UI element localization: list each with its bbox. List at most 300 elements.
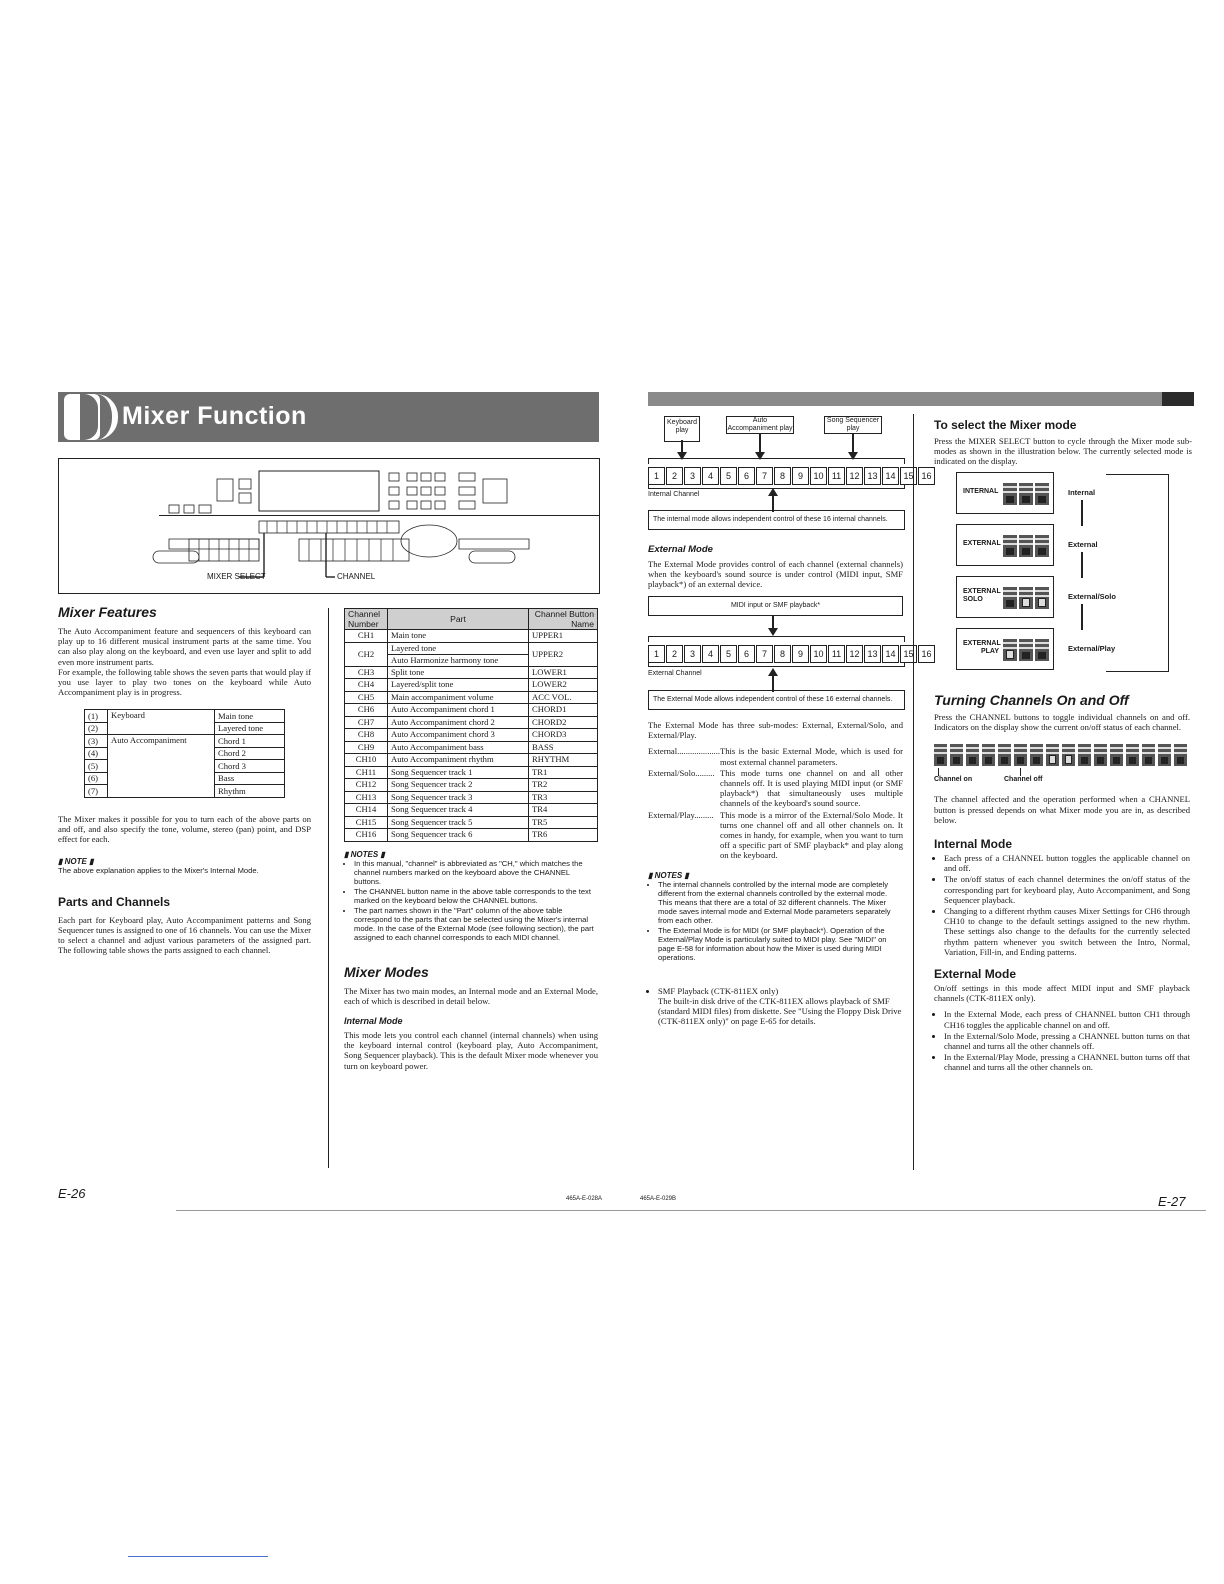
smf-note-item [658, 986, 903, 1027]
channel-number-header: Channel Number [345, 609, 388, 630]
channel-number-box: 14 [882, 645, 899, 663]
mode-display-box [956, 576, 1054, 618]
note-text: The above explanation applies to the Mixer's Internal Mode. [58, 865, 259, 875]
part-name: Layered tone [215, 722, 285, 735]
part-name: Bass [215, 772, 285, 785]
channel-part [388, 829, 529, 842]
channel-button-name: LOWER1 [529, 666, 598, 679]
channel-indicator-icon [982, 744, 995, 766]
select-mode-section [934, 418, 1192, 467]
part-name: Chord 3 [215, 760, 285, 773]
channel-part [388, 729, 529, 742]
channel-part [388, 704, 529, 717]
channel-table-row [345, 816, 598, 829]
channel-part [388, 779, 529, 792]
select-mode-text: Press the MIXER SELECT button to cycle through the Mixer mode sub-modes as shown in the illustration below. The currently selected mode is indicated on the display. [934, 436, 1192, 467]
part-number: (3) [85, 735, 108, 748]
channel-indicator-icon [1142, 744, 1155, 766]
channel-part-text: Auto Accompaniment chord 2 [391, 716, 495, 727]
channel-part-text: Main tone [391, 630, 427, 641]
mixer-features-section [58, 604, 311, 955]
channel-number-box: 11 [828, 645, 845, 663]
ext-bracket-top [648, 636, 905, 642]
channel-indicator-icon [1158, 744, 1171, 766]
keyboard-panel-illustration [58, 458, 600, 594]
external-channel-row [648, 644, 936, 663]
channel-part-text: Auto Accompaniment chord 1 [391, 704, 495, 715]
channel-part-text: Auto Accompaniment chord 3 [391, 729, 495, 740]
segment-indicator-icon [1019, 587, 1033, 609]
channel-number-box: 2 [666, 467, 683, 485]
keyboard-panel-drawing [59, 459, 599, 593]
submode-term-dots: ......... [695, 767, 715, 778]
band-end-mark [1162, 392, 1194, 406]
cycle-return-line [1106, 474, 1169, 672]
notes1-marker-icon: ▮ [378, 849, 385, 859]
channel-table-row [345, 642, 598, 666]
src2-line [759, 434, 761, 454]
select-mode-heading: To select the Mixer mode [934, 418, 1077, 432]
channel-number-box: 6 [738, 645, 755, 663]
mode-cycle-diagram [956, 472, 1170, 672]
channel-indicator-icon [1078, 744, 1091, 766]
group-bracket-top [648, 458, 905, 464]
channel-part-text: Main accompaniment volume [391, 691, 494, 702]
notes2-heading-text: NOTES [654, 870, 683, 880]
channel-indicator-icon [1014, 744, 1027, 766]
mode-name-label: Internal [1068, 488, 1096, 497]
mode-display-box [956, 472, 1054, 514]
submode-definition [648, 768, 903, 809]
submode-description: This is the basic External Mode, which is used for most external channel parameters. [720, 746, 903, 767]
mode-arrow-line [1081, 500, 1083, 526]
notes1-item: • The CHANNEL button name in the above table corresponds to the text marked on the keyboard below the CHANNEL buttons. [354, 887, 598, 905]
channel-button-name: TR6 [529, 829, 598, 842]
mode-display-box [956, 524, 1054, 566]
submode-term-text: External/Play [648, 809, 695, 820]
channel-table-row [345, 779, 598, 792]
part-number: (2) [85, 722, 108, 735]
channel-number-box: 8 [774, 645, 791, 663]
channel-indicator-icon [950, 744, 963, 766]
segment-indicator-icon [1003, 639, 1017, 661]
page-title: Mixer Function [122, 402, 307, 430]
submode-term-text: External/Solo [648, 767, 696, 778]
channel-table-row [345, 804, 598, 817]
channel-number: CH7 [345, 716, 388, 729]
channel-number: CH8 [345, 729, 388, 742]
channel-part [388, 804, 529, 817]
channel-number: CH10 [345, 754, 388, 767]
src-song-seq-box: Song Sequencer play [824, 416, 882, 434]
channel-table-row [345, 716, 598, 729]
notes2-heading [648, 871, 903, 880]
mixer-select-label: MIXER SELECT [207, 572, 266, 581]
src3-line [852, 434, 854, 454]
channel-number-box: 12 [846, 467, 863, 485]
part-group: Keyboard [108, 710, 215, 735]
channel-indicator-icon [934, 744, 947, 766]
notes2-item: • The External Mode is for MIDI (or SMF playback*). Operation of the External/Play Mode is particularly suited to MIDI play. See "MIDI" on page E-58 for information about how the Mixer is used during MIDI operations. [658, 926, 903, 962]
footer-rule [176, 1210, 1206, 1211]
midi-arrow-icon [768, 628, 778, 636]
channel-part-text: Song Sequencer track 6 [391, 829, 473, 840]
channel-button-header: Channel Button Name [529, 609, 598, 630]
notes1-heading [344, 850, 598, 859]
submode-definition [648, 810, 903, 861]
src-keyboard-box: Keyboard play [664, 416, 700, 442]
channel-indicator-icon [1094, 744, 1107, 766]
channel-part-text: Layered tone [391, 642, 437, 653]
turning-after: The channel affected and the operation performed when a CHANNEL button is pressed depends on what Mixer mode you are in, as described below. [934, 794, 1190, 825]
mixer-features-example: For example, the following table shows the seven parts that would play if you use layer to play two tones on the keyboard while Auto Accompaniment play is in progress. [58, 666, 311, 698]
channel-part-text-2: Auto Harmonize harmony tone [388, 654, 528, 666]
channel-number-box: 10 [810, 645, 827, 663]
internal-mode-heading: Internal Mode [344, 1015, 403, 1026]
segment-indicator-icon [1003, 483, 1017, 505]
code-left: 465A-E-028A [566, 1196, 603, 1202]
channel-number: CH12 [345, 779, 388, 792]
notes2-list [648, 880, 903, 962]
submode-term [648, 746, 720, 766]
notes1-list [344, 859, 598, 942]
channel-number: CH15 [345, 816, 388, 829]
channel-button-name: BASS [529, 741, 598, 754]
external-mode-text: The External Mode provides control of each channel (external channels) when the keyboard's sound source is under control (MIDI input, SMF playback*) of an external device. [648, 559, 903, 590]
channel-label: CHANNEL [337, 572, 376, 581]
segment-indicator-icon [1035, 483, 1049, 505]
channel-table-row [345, 766, 598, 779]
internal-note-box: The internal mode allows independent control of these 16 internal channels. [648, 510, 905, 530]
channel-number: CH9 [345, 741, 388, 754]
external-mode2-heading: External Mode [934, 967, 1017, 982]
part-group: Auto Accompaniment [108, 735, 215, 798]
submode-definition [648, 746, 903, 766]
channel-number-box: 1 [648, 467, 665, 485]
internal-mode2-item: • The on/off status of each channel determines the on/off status of the corresponding part for keyboard play, Auto Accompaniment, and Song Sequencer playback. [944, 874, 1190, 905]
part-number: (4) [85, 747, 108, 760]
channel-number-box: 15 [900, 645, 917, 663]
submode-definitions [648, 746, 903, 860]
channel-table [344, 608, 598, 842]
part-header: Part [388, 609, 529, 630]
segment-indicator-icon [1019, 639, 1033, 661]
external-note-box: The External Mode allows independent control of these 16 external channels. [648, 690, 905, 710]
channel-part [388, 716, 529, 729]
external-mode2-list [934, 1009, 1190, 1072]
mode-display-text: INTERNAL [963, 488, 999, 495]
note-marker-icon: ▮ [58, 856, 65, 866]
smf-note-title: SMF Playback (CTK-811EX only) [658, 985, 779, 996]
src-auto-acc-box: Auto Accompaniment play [727, 417, 793, 432]
channel-indicator-icon [966, 744, 979, 766]
channel-part [388, 754, 529, 767]
part-name: Main tone [215, 710, 285, 723]
channel-part [388, 642, 529, 666]
right-page-band [648, 392, 1194, 406]
segment-indicator-icon [1035, 587, 1049, 609]
ext-bracket-bottom [648, 662, 905, 667]
channel-column [344, 608, 598, 1071]
external-channel-caption: External Channel [648, 670, 702, 677]
mixer-features-intro: The Auto Accompaniment feature and sequencers of this keyboard can play up to 16 different musical instrument parts at the same time. You can also play along on the keyboard, and even use layer and split to add even more instrument parts. [58, 626, 311, 667]
channel-part-text: Song Sequencer track 2 [391, 779, 473, 790]
mixer-features-heading: Mixer Features [58, 604, 157, 620]
submode-term-text: External [648, 746, 678, 757]
internal-up-arrow-icon [768, 488, 778, 496]
channel-number-box: 11 [828, 467, 845, 485]
channel-button-name: UPPER1 [529, 630, 598, 643]
notes1-item: • In this manual, "channel" is abbreviated as "CH," which matches the channel numbers marked on the keyboard above the CHANNEL buttons. [354, 859, 598, 886]
external-details [648, 720, 903, 1027]
channel-off-label: Channel off [1004, 776, 1043, 784]
channel-table-row [345, 741, 598, 754]
submodes-text: The External Mode has three sub-modes: External, External/Solo, and External/Play. [648, 720, 903, 741]
right-column-divider [913, 414, 914, 1170]
mode-name-label: External/Play [1068, 644, 1116, 653]
channel-table-row [345, 630, 598, 643]
note-heading-text: NOTE [64, 856, 87, 866]
internal-channel-row [648, 466, 936, 485]
channel-number: CH5 [345, 691, 388, 704]
channel-part-text: Song Sequencer track 3 [391, 791, 473, 802]
notes2-marker-icon: ▮ [648, 870, 655, 880]
turning-heading: Turning Channels On and Off [934, 692, 1129, 708]
channel-number-box: 15 [900, 467, 917, 485]
channel-part-text: Layered/split tone [391, 679, 454, 690]
notes1-marker-icon: ▮ [344, 849, 351, 859]
channel-part-text: Song Sequencer track 5 [391, 816, 473, 827]
channel-part-text: Song Sequencer track 4 [391, 804, 473, 815]
channel-table-row [345, 754, 598, 767]
channel-number-box: 7 [756, 467, 773, 485]
turning-text: Press the CHANNEL buttons to toggle individual channels on and off. Indicators on the display show the current on/off status of each channel. [934, 712, 1190, 733]
mode-display-text: EXTERNAL PLAY [963, 640, 1001, 655]
mode-segment-icons [1003, 535, 1051, 562]
smf-note-text: The built-in disk drive of the CTK-811EX allows playback of SMF (standard MIDI files) from diskette. See "Using the Floppy Disk Drive (CTK-811EX only)" on page E-65 for details. [658, 995, 902, 1027]
turning-section [934, 692, 1190, 1074]
channel-number: CH14 [345, 804, 388, 817]
channel-part-text: Auto Accompaniment bass [391, 741, 484, 752]
segment-indicator-icon [1035, 639, 1049, 661]
channel-button-name: RHYTHM [529, 754, 598, 767]
internal-channel-caption: Internal Channel [648, 491, 700, 498]
channel-table-row [345, 829, 598, 842]
channel-part [388, 816, 529, 829]
channel-part [388, 741, 529, 754]
channel-number-box: 13 [864, 467, 881, 485]
channel-indicator-icon [1046, 744, 1059, 766]
internal-mode2-item: • Each press of a CHANNEL button toggles the applicable channel on and off. [944, 853, 1190, 873]
channel-number-box: 3 [684, 645, 701, 663]
segment-indicator-icon [1035, 535, 1049, 557]
mode-segment-icons [1003, 587, 1051, 614]
channel-button-name: TR5 [529, 816, 598, 829]
bottom-rule [128, 1556, 268, 1557]
channel-number: CH1 [345, 630, 388, 643]
segment-indicator-icon [1003, 535, 1017, 557]
channel-button-name: UPPER2 [529, 642, 598, 666]
part-number: (1) [85, 710, 108, 723]
channel-number: CH4 [345, 679, 388, 692]
off-pointer-line [1020, 768, 1021, 776]
channel-indicator-strip [934, 744, 1190, 768]
mixer-modes-text: The Mixer has two main modes, an Internal mode and an External Mode, each of which is described in detail below. [344, 985, 598, 1006]
channel-number-box: 13 [864, 645, 881, 663]
midi-input-box: MIDI input or SMF playback* [648, 596, 903, 616]
mode-display-box [956, 628, 1054, 670]
channel-part [388, 766, 529, 779]
segment-indicator-icon [1019, 483, 1033, 505]
smf-note [648, 986, 903, 1027]
channel-table-row [345, 704, 598, 717]
part-name: Rhythm [215, 785, 285, 798]
mode-name-label: External/Solo [1068, 592, 1116, 601]
part-number: (5) [85, 760, 108, 773]
channel-number-box: 7 [756, 645, 773, 663]
channel-table-row [345, 679, 598, 692]
external-mode2-text: On/off settings in this mode affect MIDI input and SMF playback channels (CTK-811EX only). [934, 983, 1190, 1004]
mode-display-text: EXTERNAL [963, 540, 1001, 547]
channel-number-box: 8 [774, 467, 791, 485]
channel-part [388, 791, 529, 804]
channel-part-text: Song Sequencer track 1 [391, 766, 473, 777]
channel-number: CH13 [345, 791, 388, 804]
external-up-arrow-icon [768, 668, 778, 676]
channel-number-box: 3 [684, 467, 701, 485]
mode-arrow-line [1081, 604, 1083, 630]
part-number: (7) [85, 785, 108, 798]
channel-button-name: TR4 [529, 804, 598, 817]
external-mode-heading: External Mode [648, 544, 713, 555]
channel-number: CH11 [345, 766, 388, 779]
submode-term-dots: ......... [694, 809, 714, 820]
banner-arc-icon [96, 394, 118, 440]
channel-number-box: 12 [846, 645, 863, 663]
parts-table [84, 709, 285, 798]
channel-number-box: 16 [918, 645, 935, 663]
channel-button-name: CHORD2 [529, 716, 598, 729]
mode-segment-icons [1003, 483, 1051, 510]
internal-mode2-item: • Changing to a different rhythm causes Mixer Settings for CH6 through CH10 to change to the default settings assigned to the new rhythm. These settings also change to the defaults for the currently selected rhythm pattern whenever you switch between the Intro, Normal, Variation, Fill-in, and Ending patterns. [944, 906, 1190, 957]
channel-number-box: 1 [648, 645, 665, 663]
mixer-modes-heading: Mixer Modes [344, 963, 429, 980]
channel-button-name: ACC VOL. [529, 691, 598, 704]
mode-arrow-line [1081, 552, 1083, 578]
internal-mode-text: This mode lets you control each channel (internal channels) when using the keyboard internal control (keyboard play, Auto Accompaniment, Song Sequencer playback). This is the default Mixer mode whenever you turn on keyboard power. [344, 1029, 598, 1071]
channel-button-name: LOWER2 [529, 679, 598, 692]
parts-table-row [85, 735, 285, 748]
channel-on-label: Channel on [934, 776, 973, 784]
submode-term [648, 810, 720, 861]
channel-number: CH3 [345, 666, 388, 679]
channel-button-name: CHORD1 [529, 704, 598, 717]
note-marker-icon: ▮ [86, 856, 94, 866]
channel-indicator-icon [998, 744, 1011, 766]
channel-part [388, 630, 529, 643]
code-right: 465A-E-029B [640, 1196, 677, 1202]
submode-term [648, 768, 720, 809]
channel-number-box: 2 [666, 645, 683, 663]
channel-number-box: 16 [918, 467, 935, 485]
part-name: Chord 1 [215, 735, 285, 748]
channel-part [388, 679, 529, 692]
channel-indicator-icon [1126, 744, 1139, 766]
parts-table-row [85, 710, 285, 723]
channel-number-box: 9 [792, 467, 809, 485]
channel-indicator-icon [1030, 744, 1043, 766]
channel-number: CH6 [345, 704, 388, 717]
channel-number-box: 14 [882, 467, 899, 485]
channel-number-box: 10 [810, 467, 827, 485]
channel-button-name: TR1 [529, 766, 598, 779]
page-number-right: E-27 [1158, 1194, 1186, 1209]
channel-number: CH2 [345, 642, 388, 666]
channel-part-text: Auto Accompaniment rhythm [391, 754, 494, 765]
channel-button-name: TR3 [529, 791, 598, 804]
channel-number-box: 6 [738, 467, 755, 485]
channel-table-row [345, 729, 598, 742]
mode-segment-icons [1003, 639, 1051, 666]
internal-mode2-list [934, 853, 1190, 957]
segment-indicator-icon [1019, 535, 1033, 557]
channel-number-box: 4 [702, 645, 719, 663]
external-mode2-item: • In the External Mode, each press of CHANNEL button CH1 through CH16 toggles the applicable channel on and off. [944, 1009, 1190, 1029]
part-number: (6) [85, 772, 108, 785]
mode-display-text: EXTERNAL SOLO [963, 588, 1001, 603]
channel-indicator-icon [1110, 744, 1123, 766]
submode-description: This mode is a mirror of the External/Solo Mode. It turns one channel off and all other channels on. It comes in handy, for example, when you want to turn off a specific part of SMF playback* and play along on the keyboard. [720, 809, 903, 861]
channel-table-row [345, 666, 598, 679]
channel-part [388, 691, 529, 704]
channel-number-box: 9 [792, 645, 809, 663]
channel-part-text: Split tone [391, 666, 425, 677]
channel-number-box: 4 [702, 467, 719, 485]
channel-button-name: CHORD3 [529, 729, 598, 742]
channel-button-name: TR2 [529, 779, 598, 792]
on-pointer-line [938, 768, 939, 776]
notes2-marker-icon: ▮ [682, 870, 689, 880]
page-number-left: E-26 [58, 1186, 86, 1201]
title-banner [58, 392, 599, 442]
channel-number: CH16 [345, 829, 388, 842]
note-heading [58, 857, 311, 866]
parts-channels-heading: Parts and Channels [58, 894, 171, 909]
external-mode2-item: • In the External/Solo Mode, pressing a CHANNEL button turns on that channel and turns all the other channels off. [944, 1031, 1190, 1051]
channel-indicator-icon [1062, 744, 1075, 766]
channel-table-row [345, 691, 598, 704]
channel-number-box: 5 [720, 645, 737, 663]
notes2-item: • The internal channels controlled by the internal mode are completely different from the external channels controlled by the external mode. This means that there are a total of 32 different channels. The Mixer mode saves internal mode and External Mode parameters separately from each other. [658, 880, 903, 925]
mixer-features-after: The Mixer makes it possible for you to turn each of the above parts on and off, and also specify the tone, volume, stereo (pan) point, and DSP effect for each. [58, 813, 311, 845]
notes1-heading-text: NOTES [350, 849, 379, 859]
parts-channels-text: Each part for Keyboard play, Auto Accompaniment patterns and Song Sequencer tunes is assigned to one of 16 channels. You can use the Mixer to select a channel and adjust various parameters of the assigned part. The following table shows the parts assigned to each channel. [58, 914, 311, 956]
channel-part [388, 666, 529, 679]
external-mode2-item: • In the External/Play Mode, pressing a CHANNEL button turns off that channel and turns all the other channels on. [944, 1052, 1190, 1072]
external-mode-section [648, 544, 903, 590]
channel-number-box: 5 [720, 467, 737, 485]
channel-indicator-icon [1174, 744, 1187, 766]
segment-indicator-icon [1003, 587, 1017, 609]
column-divider [328, 608, 329, 1168]
channel-table-row [345, 791, 598, 804]
notes1-item: • The part names shown in the "Part" column of the above table correspond to the parts that can be selected using the Mixer's internal mode. In the case of the External Mode (see following section), the part assigned to each channel corresponds to each MIDI channel. [354, 906, 598, 942]
internal-mode2-heading: Internal Mode [934, 837, 1013, 852]
submode-term-dots: .................... [677, 746, 720, 757]
submode-description: This mode turns one channel on and all other channels off. It is used playing MIDI input (or SMF playback*) that simultaneously uses multiple channels of the keyboard's sound source. [720, 767, 903, 809]
part-name: Chord 2 [215, 747, 285, 760]
mode-name-label: External [1068, 540, 1098, 549]
